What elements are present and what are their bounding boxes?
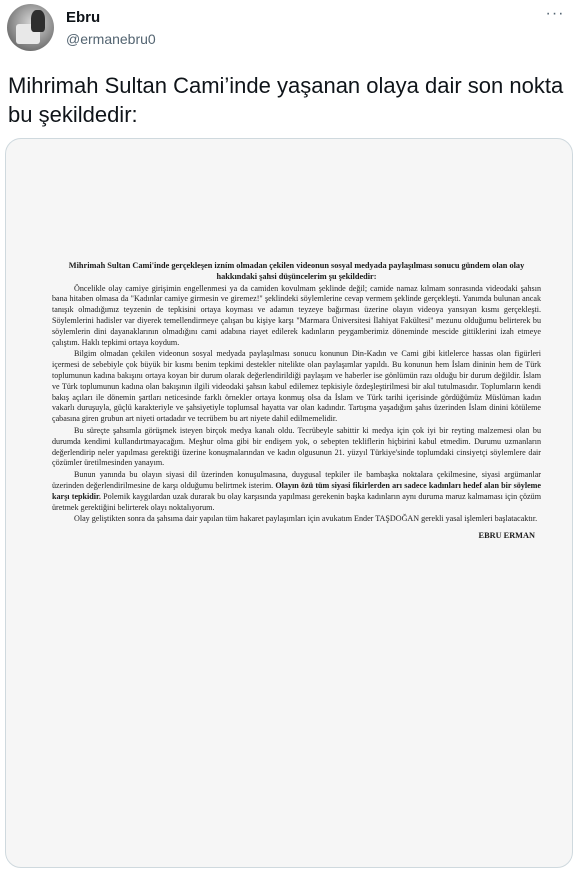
document-paragraph: Olay geliştikten sonra da şahsıma dair yapılan tüm hakaret paylaşımları için avukatım Ender TAŞDOĞAN gerekli yasal işlemleri başlatacaktır. [74,514,538,524]
document-signature: EBRU ERMAN [478,531,535,541]
paragraph-text: Bunun yanında bu olayın siyasi dil üzerinden konuşulmasına, duygusal tepkiler ile bambaşka noktalara çekilmesine, siyasi argümanlar üzerinden değerlendirilmesine de karşı olduğumu belirtmek isterim. [52,470,541,490]
author-display-name[interactable]: Ebru [66,9,101,26]
paragraph-text: Polemik kaygılardan uzak durarak bu olay karşısında yapılması gerekenin başka kadınların aynı duruma maruz kalmaması için çözüm üretmek gerektiğini belirterek olayı noktalıyorum. [52,491,541,512]
document-paragraph: Bilgim olmadan çekilen videonun sosyal medyada paylaşılması sonucu konunun Din-Kadın ve Cami gibi kitlelerce hassas olan figürleri içermesi de sebebiyle çok büyük bir kısmı benim tepkimi destekler nitelikte olan paylaşımlar yapıldı. Bu konunun hem İslam dininin hem de Türk toplumunun kadına bakışını ortaya koyan bir durum olarak değerlendirildiği paylaşım ve haberler ise gönlümün razı olduğu bir durum değildir. İslam ve Türk toplumunun kadına olan bakışının ilgili videodaki şahsın kabul edilemez tepkisiyle özdeşleştirilmesi bir akıl tutulmasıdır. Toplumların kendi bakış açıları ile dönemin şartları neticesinde farklı örnekler ortaya konmuş olsa da İslam ve Türk tarihi içerisinde gördüğümüz Müslüman kadın vakarlı duruşuyla, güçlü karakteriyle ve şahsiyetiyle toplumsal hayatta var olan kadındır. Tartışma yaşadığım şahıs üzerinden İslam dinini kötüleme çabasına giren grubun art niyeti ortadadır ve tecrübem bu art niyete dahil edilmemelidir. [52,349,541,424]
tweet-text: Mihrimah Sultan Cami’inde yaşanan olaya dair son nokta bu şekildedir: [8,73,564,127]
avatar-photo-detail [31,10,45,32]
tweet-image[interactable] [5,138,573,868]
author-handle[interactable]: @ermanebru0 [66,31,156,47]
statement-document [52,261,541,542]
avatar[interactable] [7,4,54,51]
document-title: Mihrimah Sultan Cami'inde gerçekleşen izním olmadan çekilen videonun sosyal medyada paylaşılması sonucu gündem olan olay hakkındaki şahsi düşüncelerim şu şekildedir: [68,261,525,281]
tweet-header [0,0,579,60]
document-paragraph [52,470,541,513]
document-paragraph: Öncelikle olay camiye girişimin engellenmesi ya da camiden kovulmam şeklinde değil; camide namaz kılmam sonrasında videodaki şahsın bana hitaben olmasa da "Kadınlar camiye girmesin ve giremez!" şeklindeki söylemlerine cevap vermem şeklinde gerçekleşti. Yanımda bulunan ancak tanışık olmadığımız teyzenin de tepkisini ortaya koyması ve adamın teyzeye bağırması üzerine olayın videoya yansıyan kısmı gerçekleşti. Söylemlerini hadisler var diyerek temellendirmeye çalışan bu kişiye karşı "Marmara Üniversitesi İlahiyat Fakültesi" mezunu olduğumu belirterek bu söylemlerin dini dayanaklarının olmadığını cami adabına riayet edilerek kadınların peygamberimiz döneminde mescide gittiklerini izah etmeye çalıştım. Haklı tepkimi ortaya koydum. [52,283,541,347]
paragraph-bold-text: Olayın özü tüm siyasi fikirlerden arı sadece kadınları hedef alan bir söyleme karşı tepkidir. [52,480,541,501]
more-options-icon[interactable]: ··· [545,5,565,22]
document-paragraph: Bu süreçte şahsımla görüşmek isteyen birçok medya kanalı oldu. Tecrübeyle sabittir ki medya için çok iyi bir reyting malzemesi olan bu durumda kendimi kullandırtmayacağım. Meşhur olma gibi bir endişem yok, o sebepten tekliflerin hiçbirini kabul etmedim. Durumu uzmanların değerlendirip neler yapılması gerektiği üzerine konuşmalarından ve kadın olgusunun 21. yüzyıl Türkiye'sinde toplumdaki cinsiyetçi söylemlere dair çözümler üretilmesinden yanayım. [52,425,541,468]
